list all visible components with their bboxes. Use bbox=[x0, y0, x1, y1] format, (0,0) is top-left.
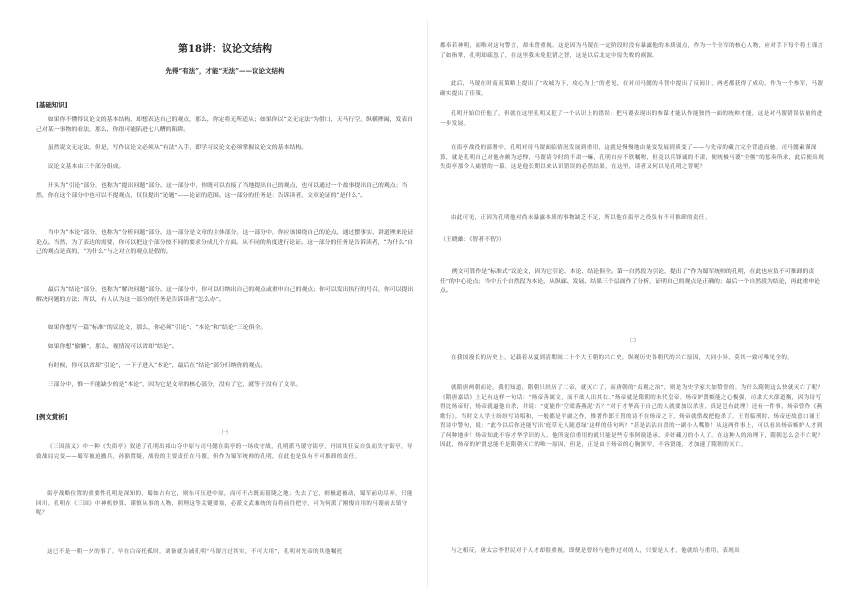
basic-paragraph-7: 如果你想写一篇“标准”的议论文，那么，你必须“引论”、“本论”和“结论”三论俱全。 bbox=[47, 325, 267, 331]
example-1-paragraph-2: 街亭战略位置的重要性孔明是深知的，蜀如占有它，则东可压进中原，而可不占既而留陇之地；失去了它，则极道被动，蜀军前功尽弃，只能回川。孔明在《三国》中神机妙算、谨慎从事的人物，照理这等关键要塞，必派文武兼统的良将前往把守，可为何派了刚愎自用的马谡前去镇守呢？ bbox=[36, 491, 413, 516]
example-2-mark: ㈡ bbox=[630, 338, 636, 344]
example-2-paragraph-2: 就隋唐两朝而论，我们知道，隋朝只经历了二帝，就灭亡了，而唐朝的“贞观之治”，则是为史学家大加赞誉的。为什么隋朝这么快就灭亡了呢？《隋唐嘉话》上记有这样一句话：“炀帝善属文，而不欲人出其右。”炀帝就是隋朝的末代皇帝。炀帝妒贤嫉能之心极强，司隶大夫薛道衡，因为诗写得比炀帝好，炀帝就逼他自杀，并说：“更能作‘空梁落燕泥’否？”对于才华高于自己的人就要加以杀害，真是岂有此理！还有一件事，炀帝曾作《燕歌行》，当时文人学士纷纷写诗唱和，一般都是平庸之作，惟著作郎王胄的诗不在炀帝之下，炀帝就借故把他杀了。王胄临刑时，炀帝还故意口诵王胄诗中警句，说：“此今以后你还能写出‘庭草无人随意绿’这样的佳句吗？”甚是沾沾自喜的一副小人嘴脸！从这两件事上，可以看出炀帝嫉妒人才到了何种地步！炀帝知此不容才华学识的人，他所宠信重用的就只能是些专事阿谀逢承、弄奸藏刀的小人了。在这种人的治理下，隋朝怎么会不亡呢？因此，炀帝的妒贤忌能不是隋朝灭亡的唯一原因，但是，正是由于炀帝的心胸狭窄，不容贤能，才加速了隋朝的灭亡。 bbox=[440, 385, 824, 448]
basic-paragraph-5: 当中为“本论”部分，也称为“分析问题”部分。这一部分是文章的主体部分。这一部分中，你应该围绕自己的论点，通过摆事实、讲道理来论证论点。当然，为了表达的需要，你可以把这个部分按不同的要求分成几个方面。从不同的角度进行论证。这一部分的任务是告诉读者，“为什么”自己的观点是真的，“为什么”与之对立的观点是假的。 bbox=[36, 230, 414, 255]
basic-paragraph-3: 议论文基本由三个部分组成。 bbox=[47, 164, 125, 170]
example-1-paragraph-4: 此后，马谡在时南夷策略上提出了“攻城为下，攻心为上”的老见，在对司马懿的斗智中提出了反间计，两老都获得了成功，作为一个参军，马谡确实提出了佳策。 bbox=[440, 81, 824, 97]
example-1-paragraph-5: 孔明开始信任他了，但就在这里孔明又犯了一个认识上的错误：把马谡表现出的参谋才能认作能独挡一面的统帅才能，这是对马谡错误估量的进一步发展。 bbox=[440, 111, 823, 127]
basic-paragraph-9: 有时候，你可以省却“引论”，一下子进入“本论”，最后在“结论”部分归纳你的观点。 bbox=[47, 363, 267, 369]
example-1-mark: ㈠ bbox=[222, 430, 228, 436]
basic-paragraph-6: 最后为“结论”部分，也称为“解决问题”部分。这一部分中，你可以归纳出自己的观点或重申自己的观点；你可以发出执行的号召，你可以提出解决问题的方法；所以，有人认为这一部分的任务是告诉读者“怎么办”。 bbox=[36, 287, 414, 303]
example-1-paragraph-1: 《三国演义》中一种《失街亭》叙述了孔明出祁山夺中原与司马懿在街亭的一场攻守战，孔明派马谡守街亭，丹国其狂妄自负而失守街亭，导致战局完变——蜀军被迫撤兵，孙豁置疑，战役的主要责任在马谡，但作为蜀军统帅的孔明，在此也是负有不可推卸的责任。 bbox=[36, 444, 413, 460]
basic-paragraph-4: 开头为“引论”部分，也称为“提出问题”部分。这一部分中，你既可以直接了当地提出自己的观点，也可以通过一个故事提出自己的观点；当然，你在这个部分中也可以不提观点，仅仅提出“论题”——论证的范围。这一部分的任务是：告诉读者，文章论证的“是什么”。 bbox=[36, 183, 408, 199]
example-2-paragraph-1: 在我国漫长的历史上，记载着从夏到清期间二十个大王朝的兴亡史。纵观历史各朝代的兴亡原因，大同小异，莫其一致可唯见全的。 bbox=[451, 355, 794, 361]
example-2-paragraph-3: 与之相反，唐太宗李世民对于人才却很重视，即便是曾经与他作过对的人，只要是人才，他就给与重用，表现出 bbox=[451, 548, 741, 554]
example-1-paragraph-6: 在街亭战役的部署中，孔明对待马谡面临情况发展到重用，这就是慢慢地由量变发展到质变了——与先帝的藏言完全背道而驰。司马懿素谨深算，就是孔明自己对他亦颇为忌惮，马谡请令时的不肃一嘛，孔明自应不欣嘱咐，但竟以兵锋诚的不肃，便统极马谡“全舰”的惩奏所求，此后便出现失街亭那令人痛惜的一幕，这是他长期以来认识错误的必然结果，在这里，读者又何以见孔明之智呢？ bbox=[440, 145, 825, 170]
page-title: 第18讲：议论文结构 bbox=[178, 44, 272, 55]
basic-paragraph-2: 虽然说文无定法，但是，写作议论文必须从“有法”入手，即学习议论文必须掌握议论文的基本结构。 bbox=[47, 145, 308, 151]
right-column bbox=[440, 0, 826, 608]
column-divider bbox=[427, 20, 428, 588]
example-1-commentary: 例文可算作是“标准式”议论文，因为它引论、本论、结论俱全。第一自然段为引论，提出了“作为蜀军统帅的孔明，在此也应负不可推卸的责任”的中心论点；当中五个自然段为本论，从纵廊、发展、结果三个层面作了分析，证明自己的观点是正确的；最后一个自然段为结论，再此重申论点。 bbox=[440, 269, 821, 294]
basic-paragraph-1: 如果你不懂得议论文的基本结构，却想表达自己的观点，那么，你定将无所适从；如果你以“文无定法”为借口，天马行空，纵横捭阖，发表自己对某一事物的看法，那么，你很可能陷进七八糟的陷阱。 bbox=[36, 117, 414, 133]
basic-paragraph-10: 三部分中，惟一不能缺少的是“本论”，因为它是文章的核心部分，没有了它，就等于没有了文章。 bbox=[47, 382, 302, 388]
basic-knowledge-heading: [基础知识] bbox=[36, 101, 68, 109]
left-column bbox=[36, 0, 414, 608]
example-1-paragraph-3: 这已不是一朝一夕的事了。早在白帝托孤时，刘备就告诫孔明“马谡言过其实，不可大用”，孔明对先帝的其他嘱托 bbox=[47, 549, 343, 555]
example-heading: [例文赏析] bbox=[36, 413, 68, 421]
example-1-paragraph-3-cont: 都奉若神明，而唯对这句警言，却未曾重视。这是因为马谡在一定阶段时没有暴露他的本质弱点，作为一个全军的核心人物，应对手下每个将士谨言了如指掌，孔明却疏忽了，在这里我未免犯错之智，这是以后北定中原失败的祸源。 bbox=[440, 43, 824, 59]
page-subtitle: 先得“有法”，才能“无法”——议论文结构 bbox=[165, 67, 285, 75]
example-1-source: （王晓雄：《智者不智》） bbox=[440, 237, 505, 243]
basic-paragraph-8: 如果你想“偷懒”，那么，视情况可以省却“结论”。 bbox=[47, 344, 178, 350]
example-1-paragraph-7: 由此可见，正因为孔明他对尚未暴露本质的事物缺乏不足，所以他在街亭之役负有不可推卸的责任。 bbox=[451, 215, 711, 221]
